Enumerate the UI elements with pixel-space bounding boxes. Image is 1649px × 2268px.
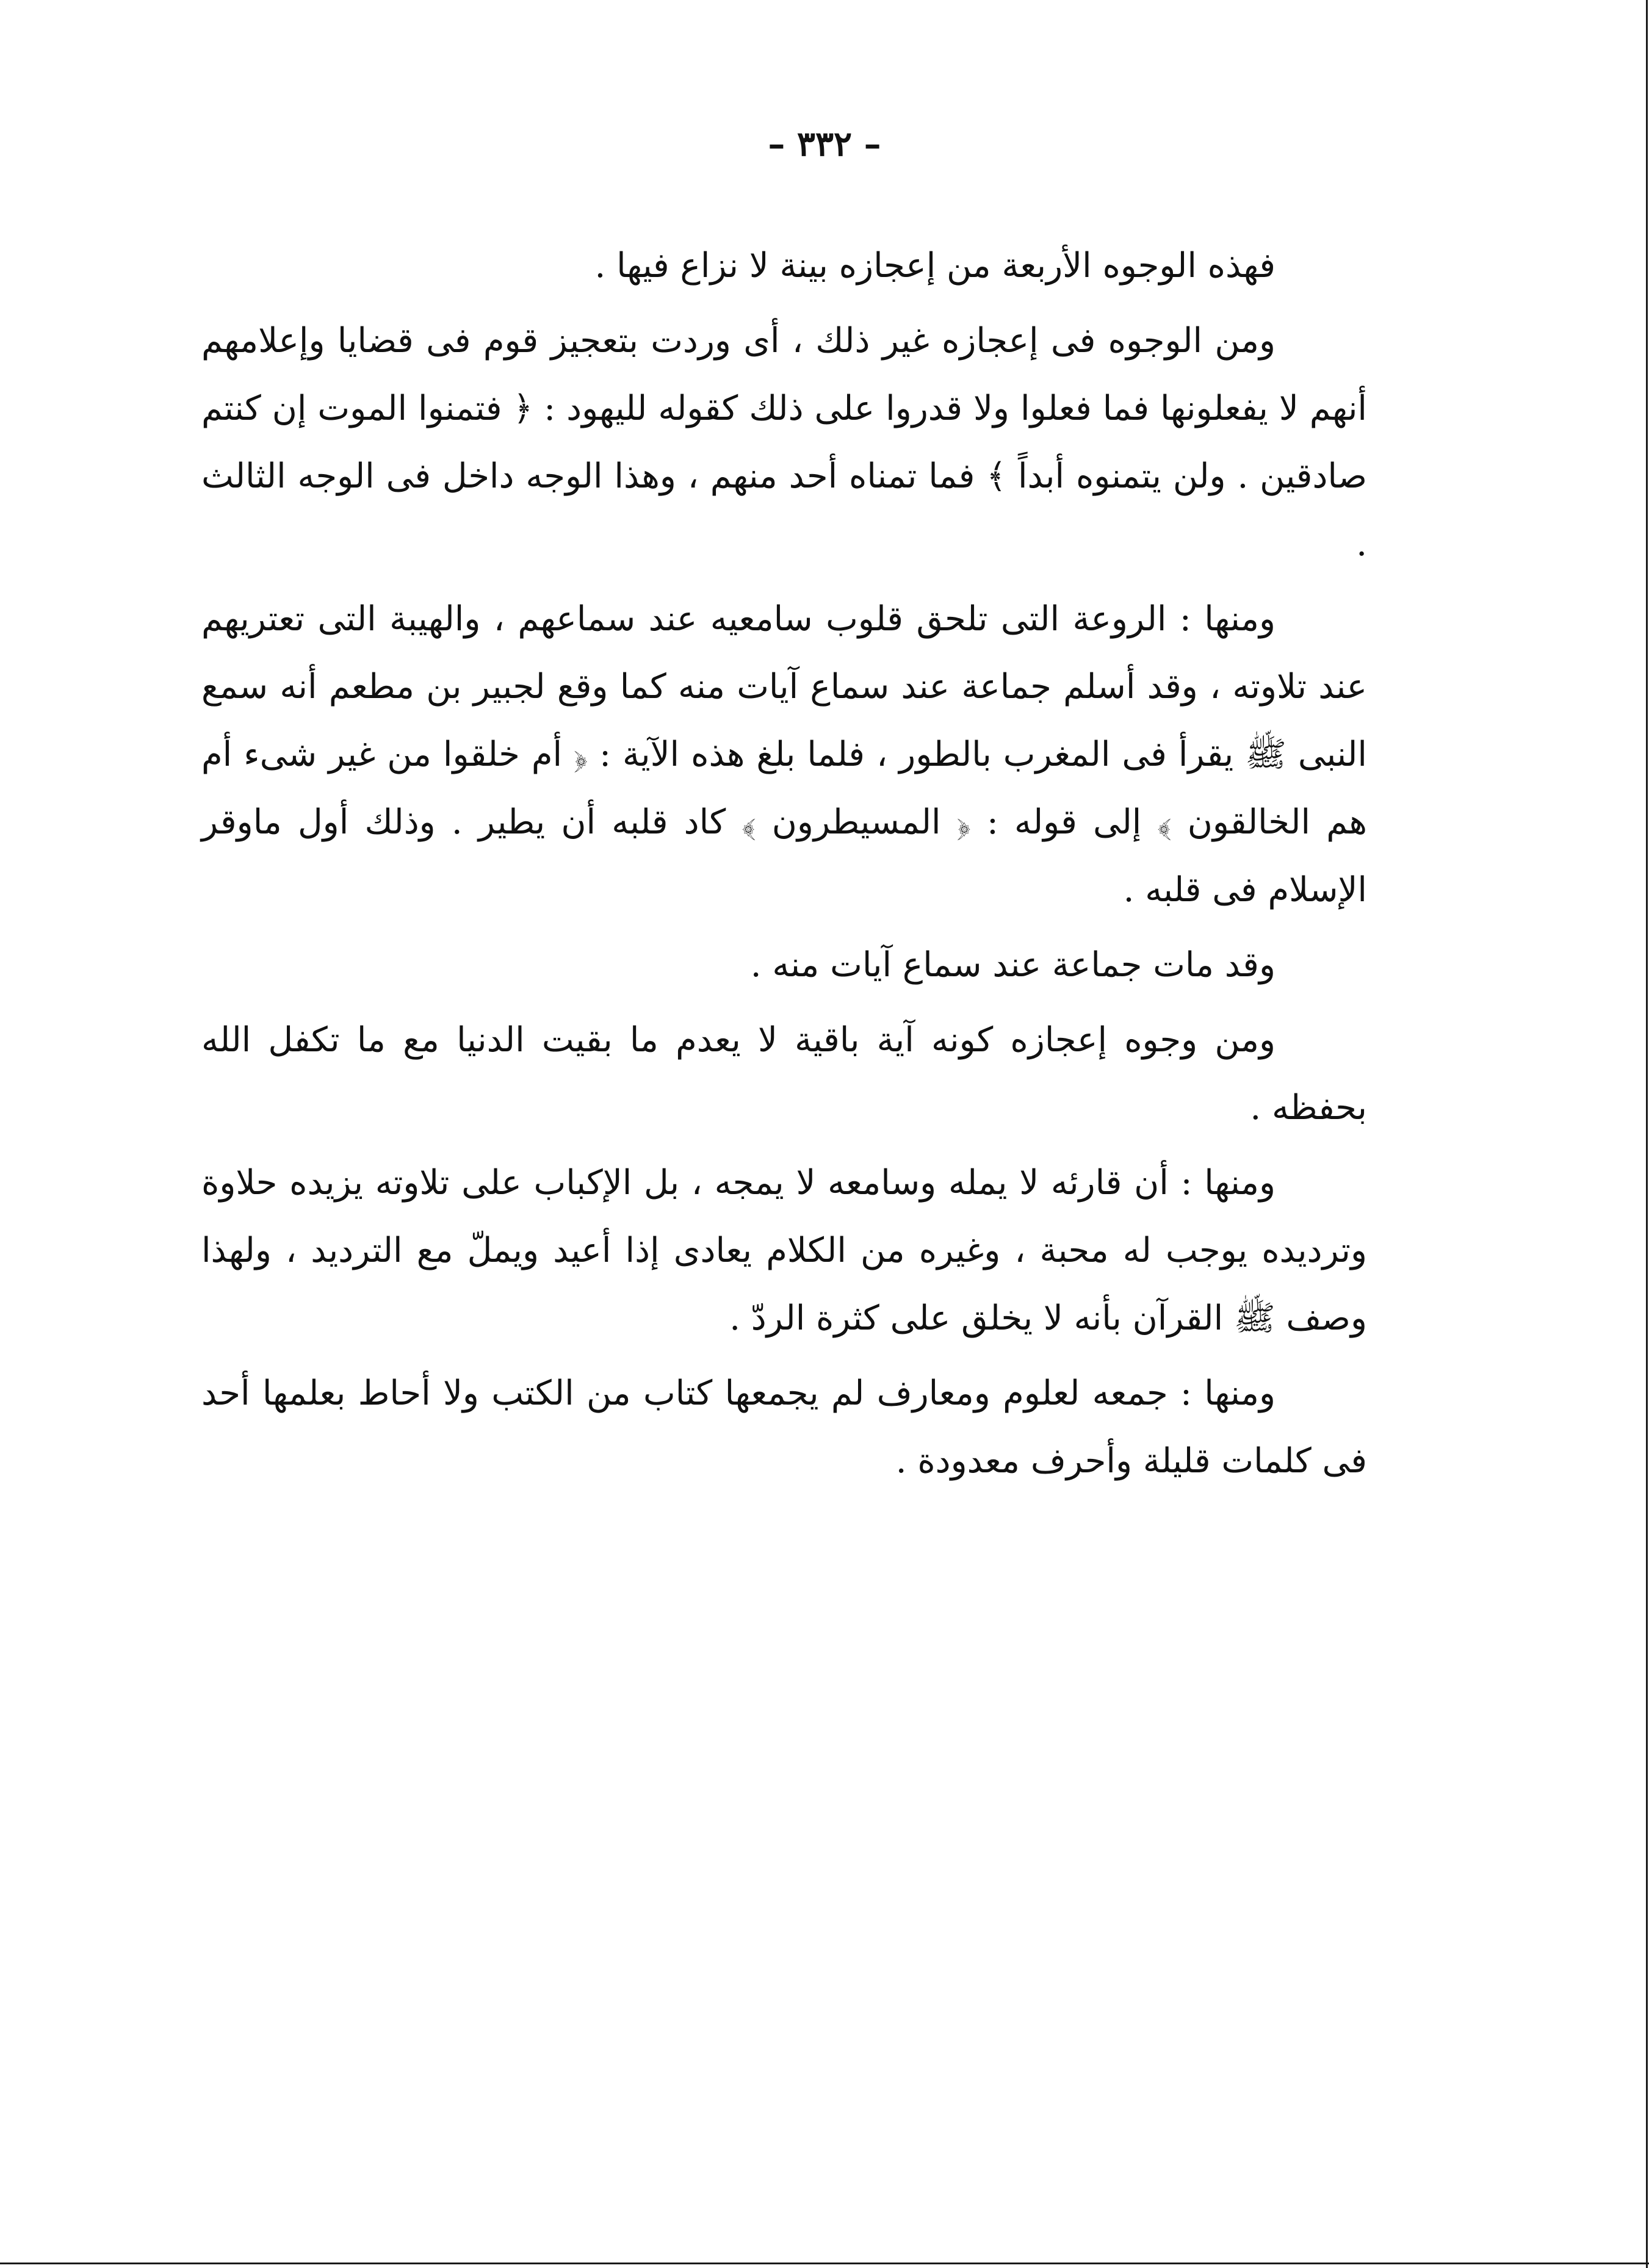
scan-border-bottom: [0, 2263, 1649, 2264]
scan-border-right: [1646, 0, 1648, 2268]
paragraph-3: ومنها : الروعة التى تلحق قلوب سامعيه عند سماعهم ، والهيبة التى تعتريهم عند تلاوته ، وقد أسلم جماعة عند سماع آيات منه كما وقع لجبير بن مطعم أنه سمع النبى ﷺ يقرأ فى المغرب بالطور ، فلما بلغ هذه الآية : ﴿ أم خلقوا من غير شىء أم هم الخالقون ﴾ إلى قوله : ﴿ المسيطرون ﴾ كاد قلبه أن يطير . وذلك أول ماوقر الإسلام فى قلبه .: [201, 599, 1367, 910]
paragraph-7: ومنها : جمعه لعلوم ومعارف لم يجمعها كتاب من الكتب ولا أحاط بعلمها أحد فى كلمات قليلة وأحرف معدودة .: [201, 1373, 1367, 1481]
paragraph-6: ومنها : أن قارئه لا يمله وسامعه لا يمجه ، بل الإكباب على تلاوته يزيده حلاوة وترديده يوجب له محبة ، وغيره من الكلام يعادى إذا أعيد ويملّ مع الترديد ، ولهذا وصف ﷺ القرآن بأنه لا يخلق على كثرة الردّ .: [201, 1163, 1367, 1338]
page-number: – ٣٣٢ –: [768, 124, 881, 164]
paragraph-1: فهذه الوجوه الأربعة من إعجازه بينة لا نزاع فيها .: [594, 246, 1276, 286]
paragraph-4: وقد مات جماعة عند سماع آيات منه .: [750, 945, 1276, 985]
paragraph-2: ومن الوجوه فى إعجازه غير ذلك ، أى وردت بتعجيز قوم فى قضايا وإعلامهم أنهم لا يفعلونها فما فعلوا ولا قدروا على ذلك كقوله لليهود : ﴿ فتمنوا الموت إن كنتم صادقين . ولن يتمنوه أبداً ﴾ فما تمناه أحد منهم ، وهذا الوجه داخل فى الوجه الثالث .: [201, 321, 1367, 564]
body-text: [201, 232, 1367, 1502]
paragraph-5: ومن وجوه إعجازه كونه آية باقية لا يعدم ما بقيت الدنيا مع ما تكفل الله بحفظه .: [201, 1020, 1367, 1128]
